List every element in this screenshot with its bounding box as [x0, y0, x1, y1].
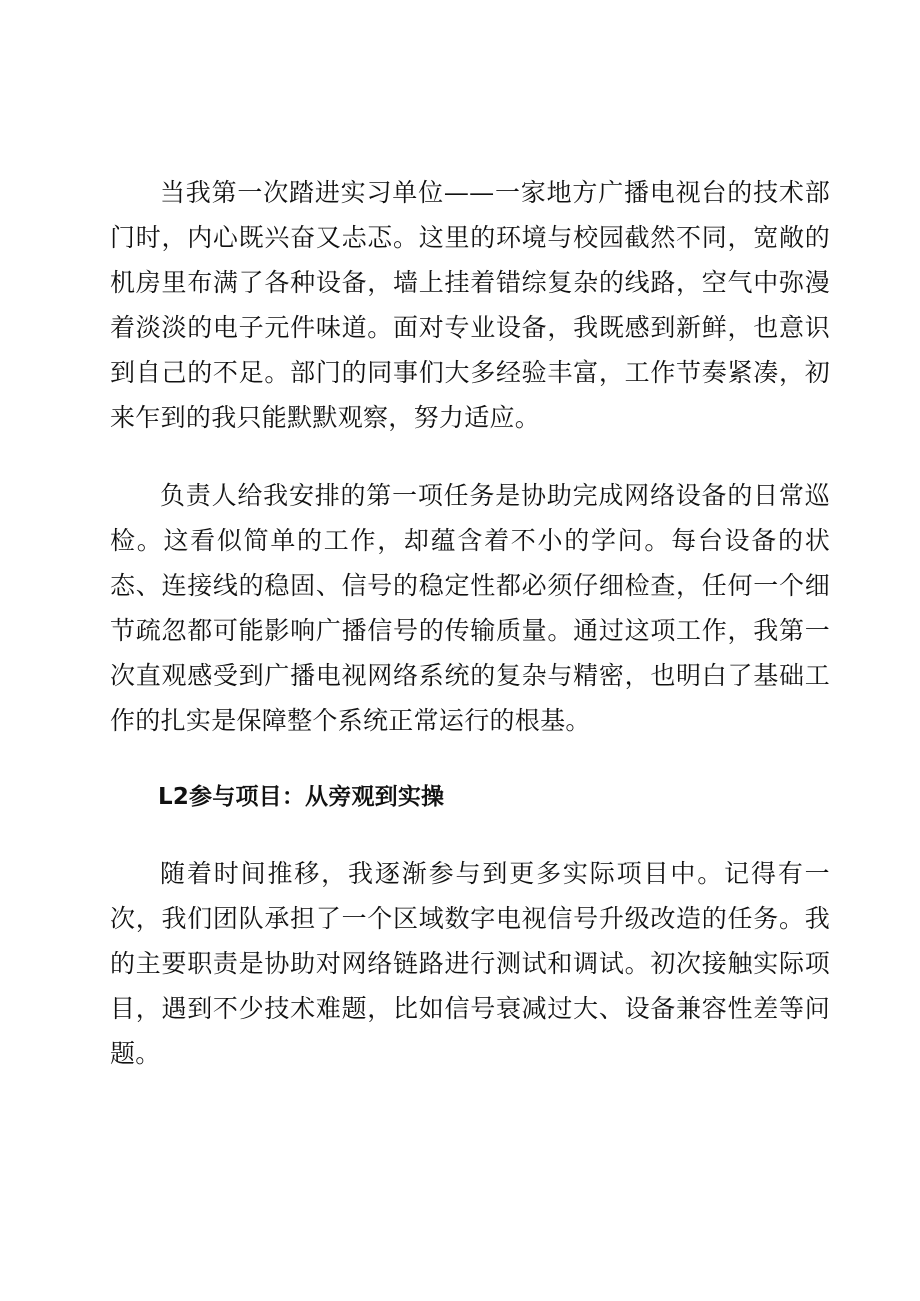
section-heading: L2参与项目：从旁观到实操	[158, 784, 445, 810]
document-page	[110, 170, 830, 1076]
paragraph-1: 当我第一次踏进实习单位——一家地方广播电视台的技术部门时，内心既兴奋又忐忑。这里的环境与校园截然不同，宽敞的机房里布满了各种设备，墙上挂着错综复杂的线路，空气中弥漫着淡淡的电子元件味道。面对专业设备，我既感到新鲜，也意识到自己的不足。部门的同事们大多经验丰富，工作节奏紧凑，初来乍到的我只能默默观察，努力适应。	[110, 178, 830, 432]
paragraph-3: 随着时间推移，我逐渐参与到更多实际项目中。记得有一次，我们团队承担了一个区域数字电视信号升级改造的任务。我的主要职责是协助对网络链路进行测试和调试。初次接触实际项目，遇到不少技术难题，比如信号衰减过大、设备兼容性差等问题。	[110, 859, 830, 1068]
paragraph-2: 负责人给我安排的第一项任务是协助完成网络设备的日常巡检。这看似简单的工作，却蕴含着不小的学问。每台设备的状态、连接线的稳固、信号的稳定性都必须仔细检查，任何一个细节疏忽都可能影响广播信号的传输质量。通过这项工作，我第一次直观感受到广播电视网络系统的复杂与精密，也明白了基础工作的扎实是保障整个系统正常运行的根基。	[110, 481, 830, 735]
